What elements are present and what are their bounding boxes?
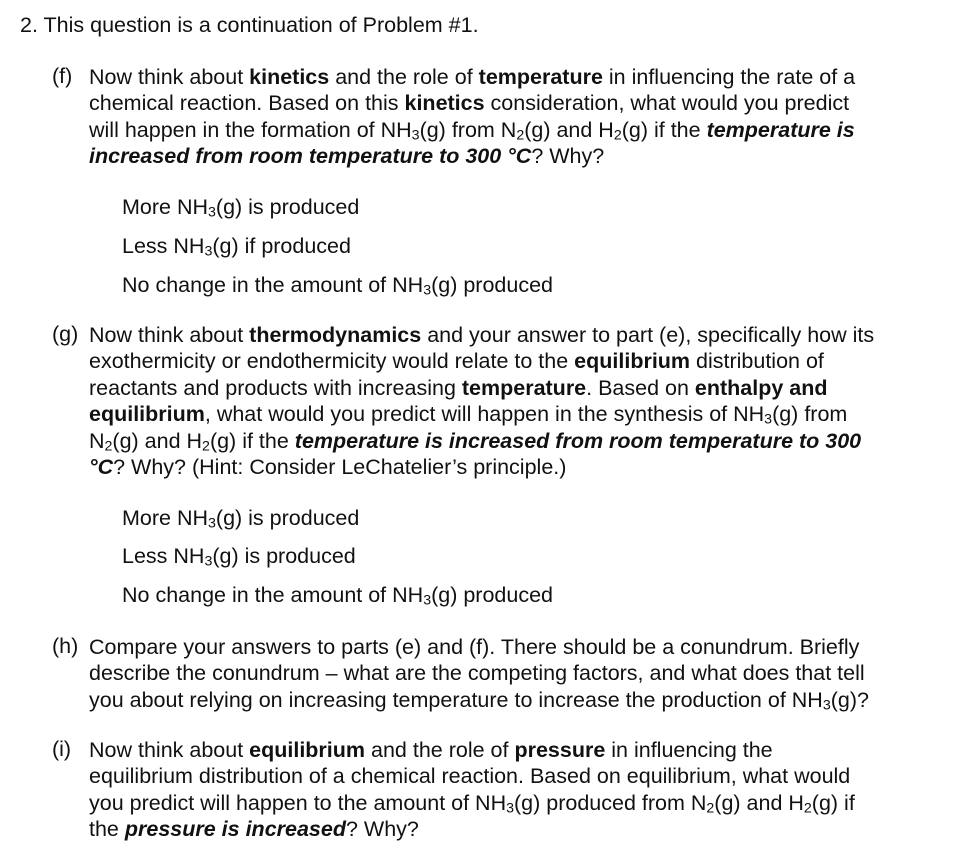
text-segment: . Based on: [586, 375, 695, 400]
subscript: 3: [423, 282, 432, 299]
subscript: 2: [613, 127, 622, 144]
text-segment: N: [89, 428, 105, 453]
text-line: [89, 348, 932, 374]
text-segment: (g) is produced: [215, 195, 360, 219]
text-segment: (g) produced: [431, 583, 553, 607]
text-segment: No change in the amount of NH: [122, 273, 424, 297]
subscript: 3: [208, 204, 216, 221]
text-segment: More NH: [122, 195, 209, 219]
question-i-text: [89, 737, 932, 843]
subscript: 3: [764, 411, 773, 428]
text-segment: in influencing the rate of a: [602, 65, 856, 89]
question-h: [52, 634, 932, 713]
text-line: [89, 634, 932, 660]
text-segment: exothermicity or endothermicity would relate to the: [89, 349, 575, 374]
text-segment: Less NH: [122, 544, 205, 568]
text-segment: More NH: [122, 506, 209, 530]
subscript: 2: [202, 438, 210, 455]
text-segment: distribution of: [690, 349, 824, 374]
text-line: [89, 790, 932, 816]
emphasis-text: kinetics: [404, 91, 485, 116]
emphasis-text: temperature: [461, 375, 587, 400]
text-segment: consideration, what would you predict: [484, 91, 850, 116]
emphasis-text: equilibrium: [249, 738, 366, 762]
question-f-option-no-change: [122, 272, 553, 298]
emphasis-text: kinetics: [249, 65, 330, 89]
text-segment: and your answer to part (e), specifically how its: [421, 323, 875, 347]
text-segment: (g) if the: [621, 117, 707, 142]
text-segment: Now think about: [89, 323, 250, 347]
text-line: [89, 660, 932, 686]
text-line: [89, 90, 932, 116]
text-segment: you predict will happen to the amount of NH: [89, 790, 507, 815]
text-segment: (g) from: [772, 402, 848, 427]
text-line: [89, 763, 932, 789]
question-h-label: (h): [52, 634, 79, 658]
text-segment: No change in the amount of NH: [122, 583, 424, 607]
emphasis-text: pressure is increased: [124, 817, 346, 842]
text-line: [89, 143, 932, 169]
emphasis-text: temperature is: [706, 117, 855, 142]
text-segment: (g) if the: [209, 428, 295, 453]
subscript: 2: [706, 800, 715, 817]
text-segment: (g)?: [830, 687, 869, 712]
problem-heading: 2. This question is a continuation of Problem #1.: [20, 13, 479, 37]
question-g-label: (g): [52, 322, 79, 346]
text-segment: reactants and products with increasing: [89, 375, 462, 400]
text-segment: and the role of: [365, 738, 515, 762]
text-segment: (g) and H: [714, 790, 804, 815]
question-f-text: [89, 64, 932, 170]
text-segment: describe the conundrum – what are the competing factors, and what does that tell: [89, 661, 865, 686]
question-f-label: (f): [52, 64, 73, 88]
text-segment: Compare your answers to parts (e) and (f). There should be a conundrum. Briefly: [89, 635, 860, 659]
emphasis-text: enthalpy and: [694, 375, 828, 400]
question-g-option-no-change: [122, 582, 553, 608]
subscript: 3: [423, 592, 432, 609]
text-segment: the: [89, 817, 125, 842]
text-segment: will happen in the formation of NH: [89, 117, 412, 142]
text-segment: in influencing the: [605, 738, 773, 762]
text-line: [89, 117, 932, 143]
emphasis-text: pressure: [514, 738, 606, 762]
text-line: [89, 816, 932, 842]
text-segment: (g) produced: [431, 273, 553, 297]
emphasis-text: °C: [89, 454, 114, 479]
text-segment: you about relying on increasing temperature to increase the production of NH: [89, 687, 823, 712]
text-segment: , what would you predict will happen in the synthesis of NH: [204, 402, 765, 427]
subscript: 3: [204, 243, 213, 260]
text-line: [89, 737, 932, 763]
subscript: 3: [204, 553, 213, 570]
emphasis-text: equilibrium: [89, 402, 205, 427]
question-i-label: (i): [52, 737, 72, 761]
text-segment: and the role of: [329, 65, 479, 89]
text-line: [89, 375, 932, 401]
emphasis-text: temperature: [478, 65, 603, 89]
emphasis-text: equilibrium: [574, 349, 691, 374]
text-segment: (g) and H: [524, 117, 614, 142]
text-segment: ? Why?: [345, 817, 419, 842]
text-segment: equilibrium distribution of a chemical reaction. Based on equilibrium, what would: [89, 764, 851, 789]
text-line: [89, 322, 932, 348]
question-g: [52, 322, 932, 480]
text-segment: (g) and H: [112, 428, 203, 453]
subscript: 2: [104, 438, 113, 455]
question-i: [52, 737, 932, 843]
text-line: [89, 401, 932, 427]
text-segment: Now think about: [89, 738, 250, 762]
question-h-text: [89, 634, 932, 713]
text-segment: ? Why?: [531, 144, 605, 169]
subscript: 2: [516, 127, 525, 144]
emphasis-text: temperature is increased from room temperature to 300: [294, 428, 862, 453]
emphasis-text: increased from room temperature to 300 °C: [89, 144, 532, 169]
emphasis-text: thermodynamics: [249, 323, 422, 347]
question-f-option-less: [122, 233, 351, 259]
subscript: 3: [411, 127, 420, 144]
text-line: [89, 64, 932, 90]
question-f: [52, 64, 932, 170]
text-line: [89, 687, 932, 713]
question-g-option-less: [122, 543, 356, 569]
question-g-text: [89, 322, 932, 480]
text-segment: (g) from N: [419, 117, 517, 142]
text-segment: chemical reaction. Based on this: [89, 91, 405, 116]
text-line: [89, 428, 932, 454]
subscript: 3: [506, 800, 514, 817]
subscript: 3: [208, 515, 216, 532]
text-segment: Now think about: [89, 65, 250, 89]
text-segment: (g) is produced: [215, 506, 360, 530]
subscript: 2: [803, 800, 812, 817]
text-segment: Less NH: [122, 234, 205, 258]
text-segment: (g) is produced: [212, 544, 356, 568]
text-segment: (g) produced from N: [514, 790, 707, 815]
subscript: 3: [822, 697, 831, 714]
text-segment: (g) if: [811, 790, 855, 815]
text-segment: ? Why? (Hint: Consider LeChatelier’s principle.): [113, 454, 567, 479]
question-g-option-more: [122, 505, 359, 531]
text-segment: (g) if produced: [212, 234, 351, 258]
question-f-option-more: [122, 194, 359, 220]
text-line: [89, 454, 932, 480]
